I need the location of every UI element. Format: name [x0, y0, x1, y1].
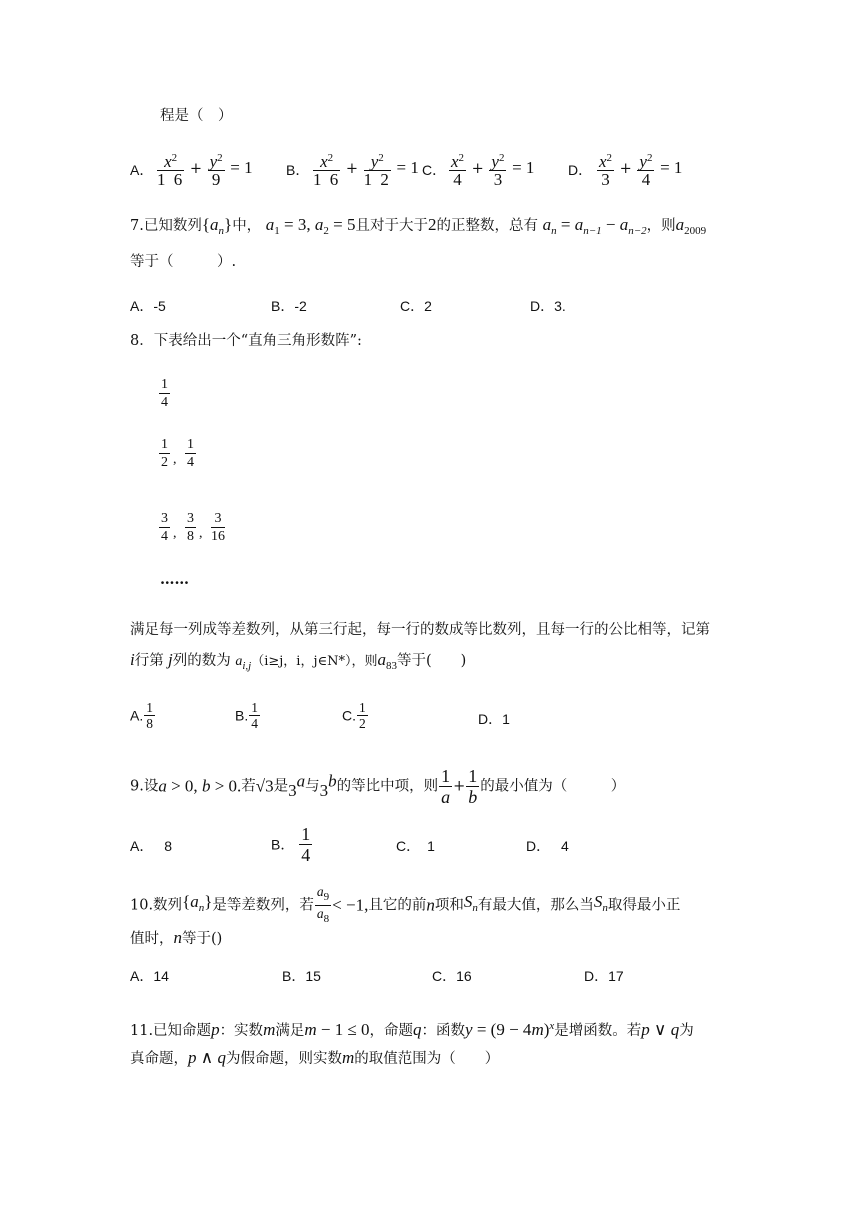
q6-option-a-eq: $\frac{x^2}{1 6}$ + $\frac{y^2}{9}$ = 1 — [157, 152, 253, 190]
q11-stem-line2: 真命题，p ∧ q为假命题，则实数m的取值范围为（ ） — [130, 1048, 500, 1067]
q8-option-b: B. $\frac{1}{4}$ — [235, 700, 258, 731]
q8-desc-line1: 满足每一列成等差数列，从第三行起，每一行的数成等比数列，且每一行的公比相等，记第 — [130, 622, 710, 638]
q7-option-d: D．3. — [530, 298, 566, 314]
q10-option-d: D．17 — [584, 968, 624, 984]
q8-desc-line2: i行第 j列的数为 $a_{i,j}(i\ge j$，i，j∈N*），则$a_{83}$等于( ) — [130, 650, 467, 672]
q9-option-c: C． 1 — [396, 838, 435, 854]
triangle-row-1 — [158, 376, 171, 411]
triangle-cell: $\frac{3}{4}$ — [161, 511, 168, 544]
q11-stem: 11.已知命题p：实数m满足m − 1 ≤ 0，命题q：函数$y = (9 - 4m)^x$是增函数。若p ∨ q为 — [130, 1020, 694, 1040]
q6-option-d-eq: $\frac{x^2}{3}$ + $\frac{y^2}{4}$ = 1 — [599, 152, 683, 190]
q6-option-c-eq: $\frac{x^2}{4}$ + $\frac{y^2}{3}$ = 1 — [451, 152, 535, 190]
q7-option-a: A．-5 — [130, 298, 166, 314]
q6-option-a: A． — [130, 162, 154, 178]
q8-option-a: A. $\frac{1}{8}$ — [130, 700, 153, 731]
q7-stem-line2: 等于（ ）. — [130, 254, 237, 270]
q9-stem: 9.设a > 0, b > 0.若√3是3$^a$与3$^b$的等比中项，则 $\frac{1}{a}$ + $\frac{1}{b}$ 的最小值为（ ） — [130, 766, 626, 807]
q8-stem: 8．下表给出一个“直角三角形数阵”: — [130, 333, 362, 349]
q9-option-d: D． 4 — [526, 838, 569, 854]
triangle-cell: $\frac{1}{4}$ — [187, 437, 194, 470]
q7-option-b: B．-2 — [271, 298, 307, 314]
q10-option-c: C．16 — [432, 968, 472, 984]
q6-option-c: C． — [422, 162, 447, 178]
q8-option-c: C. $\frac{1}{2}$ — [342, 700, 366, 731]
q9-option-a: A． 8 — [130, 838, 173, 854]
q10-stem-line2: 值时，n等于() — [130, 928, 223, 947]
triangle-cell: $\frac{3}{8}$ — [187, 511, 194, 544]
q10-option-b: B．15 — [282, 968, 321, 984]
triangle-cell: $\frac{1}{2}$ — [161, 437, 168, 470]
q9-option-b: B． $\frac{1}{4}$ — [271, 824, 311, 865]
triangle-row-2: $\frac{1}{2}$ , $\frac{1}{4}$ — [161, 437, 194, 470]
q6-stem-tail: 程是（ ） — [160, 108, 233, 124]
q10-option-a: A．14 — [130, 968, 169, 984]
q6-option-b: B． — [286, 162, 310, 178]
triangle-cell: $\frac{3}{16}$ — [211, 511, 225, 544]
q6-option-b-eq: $\frac{x^2}{1 6}$ + $\frac{y^2}{1 2}$ = 1 — [313, 152, 419, 190]
triangle-cell: $\frac{1}{4}$ — [161, 377, 168, 410]
q8-option-d: D．1 — [478, 711, 510, 727]
q6-option-d: D． — [568, 162, 593, 178]
q7-stem: 7.已知数列$\{a_n\}$中， $a_1 = 3$, $a_2 = 5$且对于大于2的正整数，总有 $a_n = a_{n-1} - a_{n-2}$，则$a_{2009}$ — [130, 215, 707, 237]
q10-stem: 10.数列$\{a_n\}$是等差数列，若 $\frac{a_9}{a_8}$ < −1,且它的前n项和$S_n$有最大值，那么当$S_n$取得最小正 — [130, 884, 681, 925]
triangle-row-3: $\frac{3}{4}$ , $\frac{3}{8}$ , $\frac{3}{16}$ — [161, 511, 225, 544]
q7-option-c: C．2 — [400, 298, 432, 314]
triangle-ellipsis: …… — [160, 571, 189, 588]
